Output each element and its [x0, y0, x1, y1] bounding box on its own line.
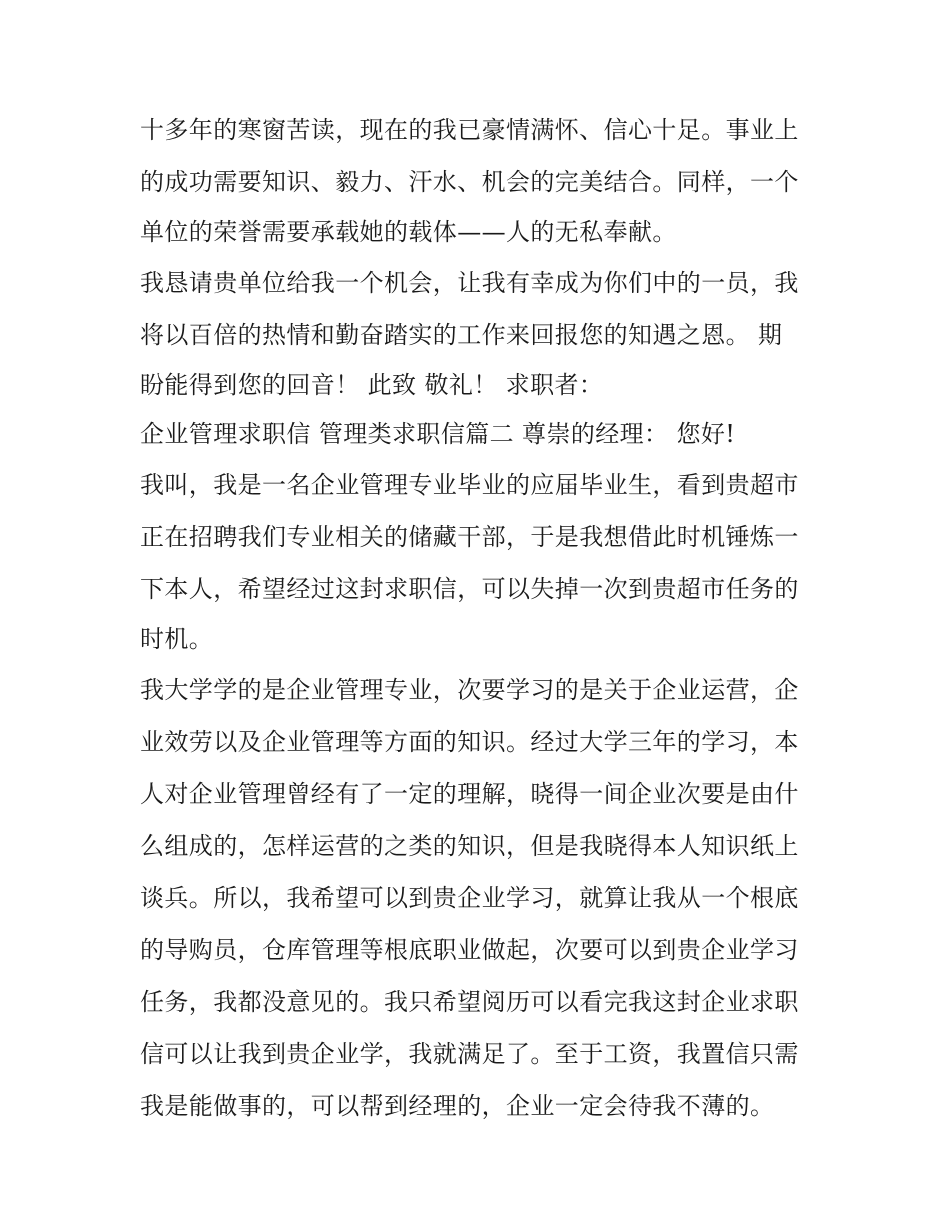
text-line: 我恳请贵单位给我一个机会，让我有幸成为你们中的一员，我 — [140, 269, 799, 297]
text-line: 任务，我都没意见的。我只希望阅历可以看完我这封企业求职 — [140, 988, 799, 1016]
text-line: 的成功需要知识、毅力、汗水、机会的完美结合。同样，一个 — [140, 168, 799, 196]
text-line: 我大学学的是企业管理专业，次要学习的是关于企业运营，企 — [140, 676, 799, 704]
text-line: 我叫，我是一名企业管理专业毕业的应届毕业生，看到贵超市 — [140, 471, 799, 499]
text-line: 十多年的寒窗苦读，现在的我已豪情满怀、信心十足。事业上 — [140, 116, 799, 144]
text-line: 的导购员，仓库管理等根底职业做起，次要可以到贵企业学习 — [140, 936, 799, 964]
text-line: 么组成的，怎样运营的之类的知识，但是我晓得本人知识纸上 — [140, 832, 799, 860]
text-line: 盼能得到您的回音！ 此致 敬礼！ 求职者： — [140, 371, 604, 399]
text-line: 人对企业管理曾经有了一定的理解，晓得一间企业次要是由什 — [140, 780, 799, 808]
text-line: 企业管理求职信 管理类求职信篇二 尊崇的经理： 您好! — [140, 420, 736, 448]
text-line: 时机。 — [140, 625, 214, 653]
text-line: 我是能做事的，可以帮到经理的，企业一定会待我不薄的。 — [140, 1092, 775, 1120]
text-line: 信可以让我到贵企业学，我就满足了。至于工资，我置信只需 — [140, 1040, 799, 1068]
text-line: 将以百倍的热情和勤奋踏实的工作来回报您的知遇之恩。 期 — [140, 321, 783, 349]
text-line: 业效劳以及企业管理等方面的知识。经过大学三年的学习，本 — [140, 728, 799, 756]
text-line: 下本人，希望经过这封求职信，可以失掉一次到贵超市任务的 — [140, 575, 799, 603]
text-line: 谈兵。所以，我希望可以到贵企业学习，就算让我从一个根底 — [140, 884, 799, 912]
text-line: 单位的荣誉需要承载她的载体——人的无私奉献。 — [140, 218, 677, 246]
text-line: 正在招聘我们专业相关的储藏干部，于是我想借此时机锤炼一 — [140, 523, 799, 551]
letter-body — [140, 104, 820, 1132]
